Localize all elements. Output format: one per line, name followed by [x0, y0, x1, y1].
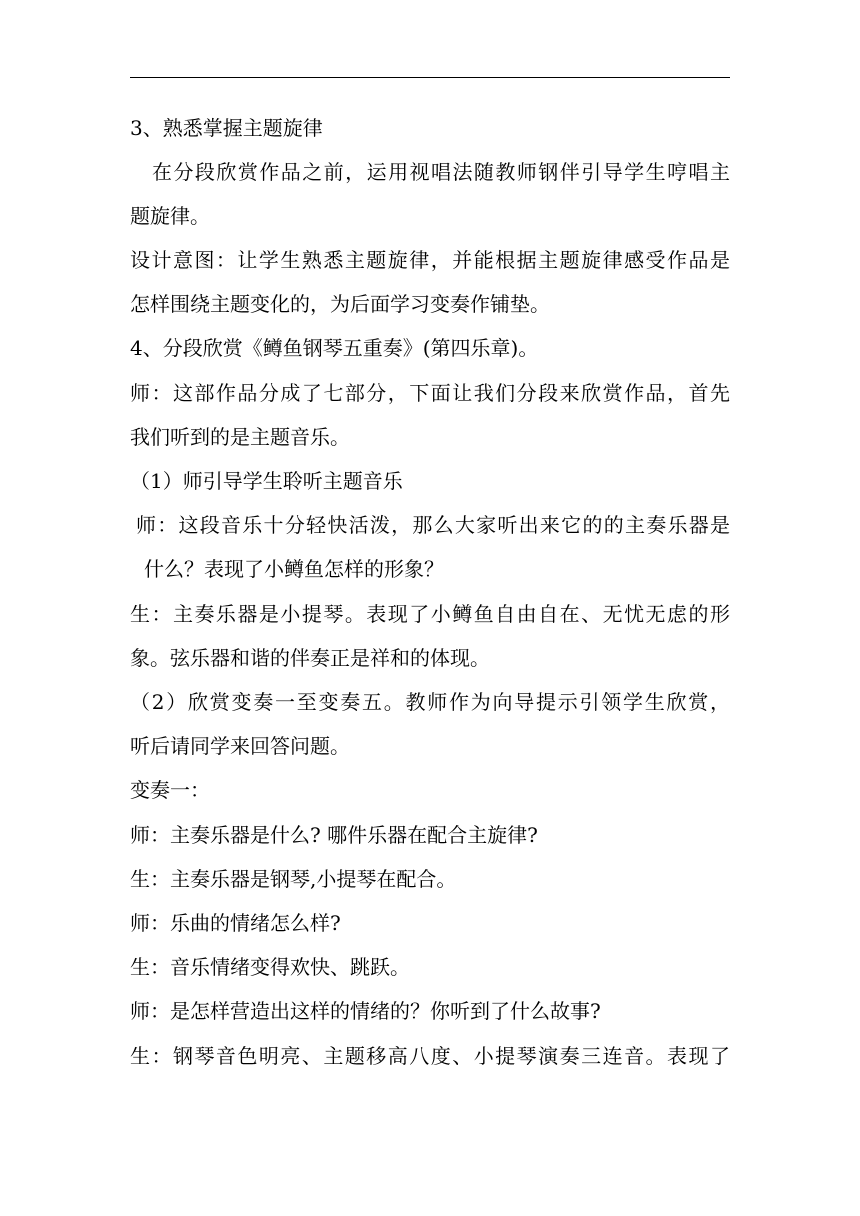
design-intent-line: 怎样围绕主题变化的，为后面学习变奏作铺垫。 — [130, 292, 550, 316]
section-heading-3: 3、熟悉掌握主题旋律 — [130, 116, 323, 140]
paragraph-line: 题旋律。 — [130, 204, 210, 228]
design-intent-line: 设计意图：让学生熟悉主题旋律，并能根据主题旋律感受作品是 — [130, 248, 730, 272]
paragraph-line: 在分段欣赏作品之前，运用视唱法随教师钢伴引导学生哼唱主 — [152, 160, 730, 184]
header-rule — [130, 77, 730, 78]
dialogue-line: 师：乐曲的情绪怎么样? — [130, 911, 341, 935]
subsection-heading-1: （1）师引导学生聆听主题音乐 — [130, 469, 403, 493]
variation-heading: 变奏一： — [130, 778, 210, 802]
dialogue-line: 生：主奏乐器是小提琴。表现了小鳟鱼自由自在、无忧无虑的形 — [130, 602, 730, 626]
dialogue-line: 生：钢琴音色明亮、主题移高八度、小提琴演奏三连音。表现了 — [130, 1044, 730, 1068]
dialogue-line: 师：这段音乐十分轻快活泼，那么大家听出来它的的主奏乐器是 — [136, 513, 730, 537]
subsection-heading-2: （2）欣赏变奏一至变奏五。教师作为向导提示引领学生欣赏， — [130, 690, 730, 714]
dialogue-line: 生：主奏乐器是钢琴,小提琴在配合。 — [130, 867, 457, 891]
section-heading-4: 4、分段欣赏《鳟鱼钢琴五重奏》(第四乐章)。 — [130, 336, 539, 360]
dialogue-line: 生：音乐情绪变得欢快、跳跃。 — [130, 955, 410, 979]
dialogue-line: 师：是怎样营造出这样的情绪的？你听到了什么故事? — [130, 999, 601, 1023]
paragraph-line: 听后请同学来回答问题。 — [130, 734, 350, 758]
dialogue-line: 师：主奏乐器是什么? 哪件乐器在配合主旋律? — [130, 823, 538, 847]
dialogue-line: 象。弦乐器和谐的伴奏正是祥和的体现。 — [130, 646, 490, 670]
dialogue-line: 师：这部作品分成了七部分，下面让我们分段来欣赏作品，首先 — [130, 381, 730, 405]
dialogue-line: 什么？表现了小鳟鱼怎样的形象？ — [144, 557, 444, 581]
dialogue-line: 我们听到的是主题音乐。 — [130, 425, 350, 449]
